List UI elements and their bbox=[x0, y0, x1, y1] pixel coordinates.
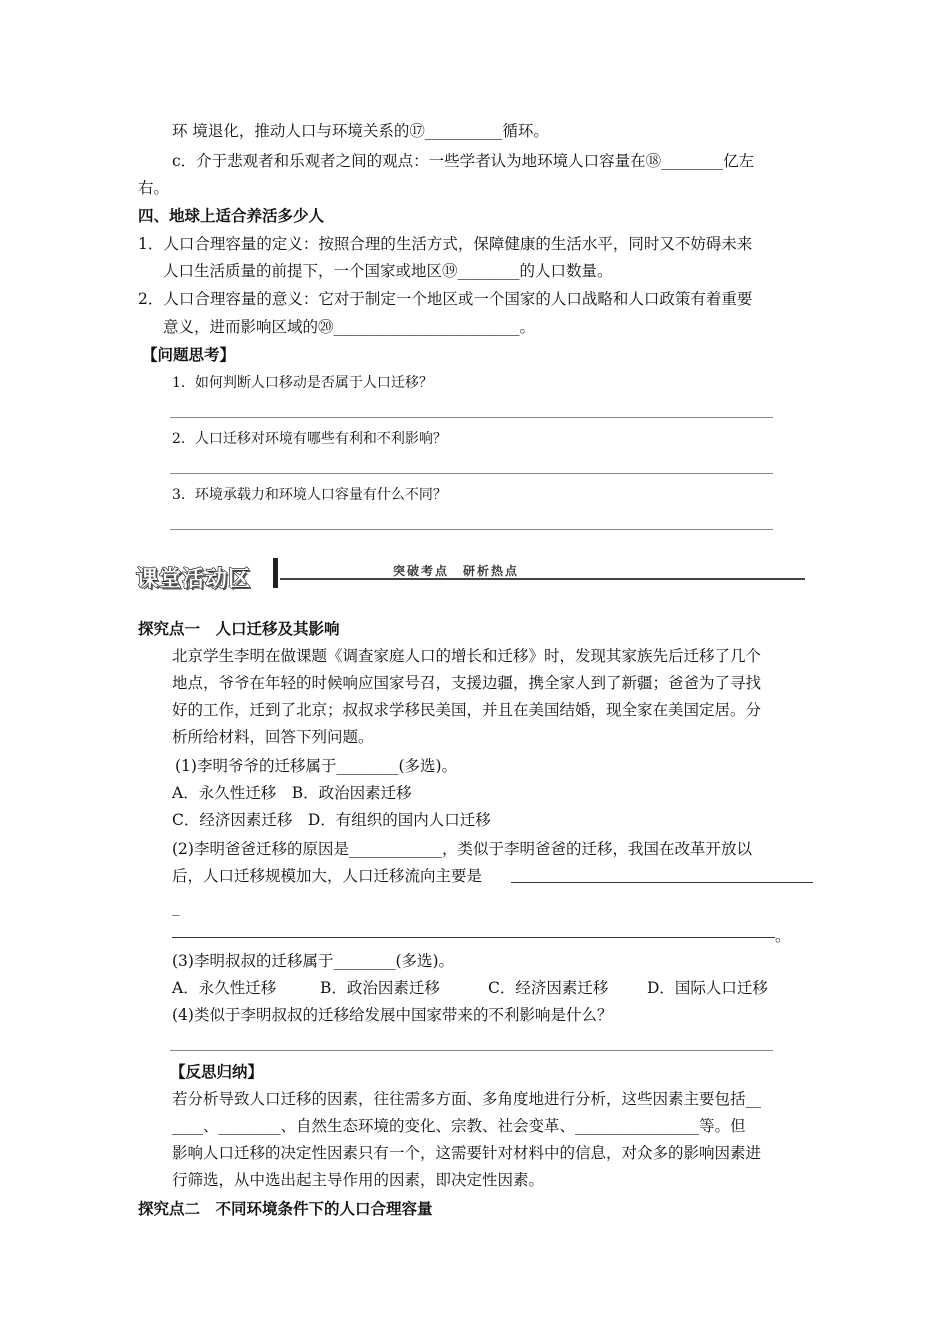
text-line: 环 境退化，推动人口与环境关系的⑰__________循环。 bbox=[172, 122, 549, 140]
option: B．政治因素迁移 bbox=[320, 979, 440, 997]
section-heading: 四、地球上适合养活多少人 bbox=[138, 207, 325, 225]
option-line: A．永久性迁移 B．政治因素迁移 bbox=[172, 784, 412, 802]
option: C．经济因素迁移 bbox=[488, 979, 609, 997]
text-line: 北京学生李明在做课题《调查家庭人口的增长和迁移》时，发现其家族先后迁移了几个 bbox=[172, 647, 762, 665]
option-line: C．经济因素迁移 D．有组织的国内人口迁移 bbox=[172, 811, 491, 829]
text-line: ____、________、自然生态环境的变化、宗教、社会变革、________________等。但 bbox=[172, 1117, 746, 1135]
explore-heading: 探究点二 不同环境条件下的人口合理容量 bbox=[138, 1200, 433, 1218]
text-line: 影响人口迁移的决定性因素只有一个，这需要针对材料中的信息，对众多的影响因素进 bbox=[172, 1144, 762, 1162]
question: (2)李明爸爸迁移的原因是____________，类似于李明爸爸的迁移，我国在改革开放以 bbox=[172, 840, 752, 858]
question: (1)李明爷爷的迁移属于________(多选)。 bbox=[175, 757, 458, 775]
text-line: 2．人口合理容量的意义：它对于制定一个地区或一个国家的人口战略和人口政策有着重要 bbox=[138, 290, 753, 308]
think-heading: 【问题思考】 bbox=[142, 346, 236, 364]
text-line: 人口生活质量的前提下，一个国家或地区⑲________的人口数量。 bbox=[163, 262, 613, 280]
text-line: 右。 bbox=[138, 179, 170, 197]
text-line: 意义，进而影响区域的⑳________________________。 bbox=[163, 318, 536, 336]
answer-line[interactable] bbox=[170, 529, 773, 530]
answer-line[interactable] bbox=[170, 473, 773, 474]
banner-rule bbox=[280, 578, 805, 580]
text-line: 析所给材料，回答下列问题。 bbox=[172, 728, 374, 746]
text-line: 地点，爷爷在年轻的时候响应国家号召，支援边疆，携全家人到了新疆；爸爸为了寻找 bbox=[172, 674, 762, 692]
reflect-heading: 【反思归纳】 bbox=[170, 1063, 264, 1081]
question: (3)李明叔叔的迁移属于________(多选)。 bbox=[172, 952, 455, 970]
text-line: 1．人口合理容量的定义：按照合理的生活方式，保障健康的生活水平，同时又不妨碍未来 bbox=[138, 235, 753, 253]
answer-line[interactable] bbox=[170, 417, 773, 418]
question: 1．如何判断人口移动是否属于人口迁移？ bbox=[172, 375, 433, 391]
answer-line[interactable] bbox=[172, 937, 775, 938]
text-line: 好的工作，迁到了北京；叔叔求学移民美国，并且在美国结婚，现全家在美国定居。分 bbox=[172, 701, 762, 719]
text-line: 若分析导致人口迁移的因素，往往需多方面、多角度地进行分析，这些因素主要包括__ bbox=[172, 1090, 762, 1108]
question: (4)类似于李明叔叔的迁移给发展中国家带来的不利影响是什么？ bbox=[172, 1006, 613, 1024]
question: 后，人口迁移规模加大，人口迁移流向主要是 bbox=[172, 867, 483, 885]
answer-line[interactable] bbox=[170, 1050, 773, 1051]
option: A．永久性迁移 bbox=[172, 979, 277, 997]
option: D．国际人口迁移 bbox=[647, 979, 768, 997]
answer-line[interactable] bbox=[511, 882, 813, 883]
explore-heading: 探究点一 人口迁移及其影响 bbox=[138, 620, 340, 638]
question: 2．人口迁移对环境有哪些有利和不利影响？ bbox=[172, 431, 447, 447]
text-line: c．介于悲观者和乐观者之间的观点：一些学者认为地环境人口容量在⑱________亿左 bbox=[172, 152, 755, 170]
question: 3．环境承载力和环境人口容量有什么不同？ bbox=[172, 487, 447, 503]
banner-subtitle: 突破考点 研析热点 bbox=[393, 564, 520, 578]
text-line: _ bbox=[172, 898, 180, 916]
banner-divider bbox=[273, 558, 278, 588]
banner-title: 课堂活动区 bbox=[136, 567, 252, 592]
text-line: 。 bbox=[775, 927, 791, 945]
text-line: 行筛选，从中选出起主导作用的因素，即决定性因素。 bbox=[172, 1171, 545, 1189]
